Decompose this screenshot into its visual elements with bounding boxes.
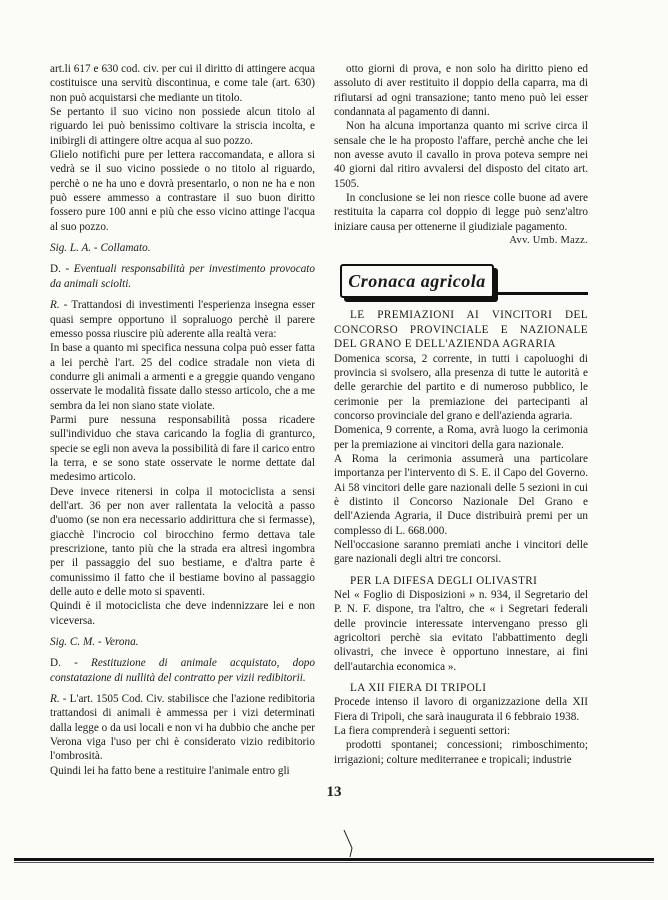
correspondent-heading: Sig. C. M. - Verona. [50,636,139,649]
question [50,656,315,685]
paragraph: Quindi è il motociclista che deve indennizzare lei e non viceversa. [50,600,315,627]
paragraph: Deve invece ritenersi in colpa il motociclista a sensi dell'art. 36 per non aver rallentata la velocità a passo d'uomo (se non era necessario addirittura che si fermasse), giacchè l'incrocio col birocchino fermo dettava tale prescrizione, tanto più che la strada era altresì ingombra per il passaggio del suo bestiame, e d'altra parte è comunissimo il fatto che il bestiame bovino al passaggio delle auto e delle moto si spaventi. [50,485,315,599]
left-column [50,62,315,778]
bottom-rule-thin [14,862,654,863]
paragraph: Glielo notifichi pure per lettera raccomandata, e allora si vedrà se il suo vicino possiede o no titolo al riguardo, perchè o ne ha uno e dovrà presentarlo, o non ne ha e non può essere ammesso a contrastare il suo buon diritto fossero pure 100 anni e più che esso vicino attinge l'acqua al suo pozzo. [50,149,315,233]
decorative-mark-icon [342,830,362,858]
article-heading: LE PREMIAZIONI AI VINCITORI DEL CONCORSO PROVINCIALE E NAZIONALE DEL GRANO E DELL'AZIENDA AGRARIA [334,309,588,351]
paragraph: Se pertanto il suo vicino non possiede alcun titolo al riguardo lei può benissimo coltivare la striscia incolta, e inibirgli di attingere oltre acqua al suo pozzo. [50,106,315,147]
paragraph: In conclusione se lei non riesce colle buone ad avere restituita la caparra col doppio di legge può senz'altro iniziare causa per ottenerne il giudiziale pagamento. [334,192,588,233]
question [50,262,315,291]
right-column [334,62,588,767]
paragraph: Parmi pure nessuna responsabilità possa ricadere sull'individuo che stava caricando la foglia di granturco, specie se egli non aveva la possibilità di fare il carico entro la terra, e se sono state osservate le norme dettate dal medesimo articolo. [50,413,315,484]
paragraph: otto giorni di prova, e non solo ha diritto pieno ed assoluto di aver restituito il doppio della caparra, ma di rifiutarsi ad ogni transazione; tanto meno può lei esser condannata al pagamento di danni. [334,63,588,119]
question-text: Restituzione di animale acquistato, dopo constatazione di nullità del contratto per vizii redibitorii. [50,657,315,684]
bottom-rule [14,858,654,861]
article-heading: PER LA DIFESA DEGLI OLIVASTRI [350,574,538,587]
paragraph: Domenica scorsa, 2 corrente, in tutti i capoluoghi di provincia si svolsero, alla presenza di tutte le autorità e delle gerarchie del partito e di numeroso pubblico, le cerimonie per la premiazione dei partecipanti al concorso provinciale del grano e dell'azienda agraria. [334,352,588,422]
paragraph: art.li 617 e 630 cod. civ. per cui il diritto di attingere acqua costituisce una servitù discontinua, e come tale (art. 630) non può acquistarsi che mediante un titolo. [50,63,315,104]
answer [50,692,315,764]
section-title: Cronaca agricola [340,264,494,298]
answer [50,298,315,341]
section-banner [336,264,588,298]
correspondent-heading: Sig. L. A. - Collamato. [50,242,151,255]
paragraph: In base a quanto mi specifica nessuna colpa può esser fatta a lei perchè l'art. 25 del codice stradale non vieta di condurre gli animali a armenti e a greggie quando vengano osservate le modalità fissate dallo stesso articolo, che a me sembra da lei non siano state violate. [50,342,315,412]
article-heading: LA XII FIERA DI TRIPOLI [350,682,487,695]
paragraph: La fiera comprenderà i seguenti settori: [334,725,511,738]
answer-prefix: R. - [50,299,72,312]
paragraph: Nel « Foglio di Disposizioni » n. 934, il Segretario del P. N. F. dispone, tra l'altro, che « i Segretari federali delle provincie interessate intervengano presso gli agricoltori perchè sia evitato l'abbattimento degli olivastri, che invece è opportuno innestare, ai fini dell'autarchia economica ». [334,589,588,673]
question-prefix: D. - [50,263,74,276]
paragraph: Quindi lei ha fatto bene a restituire l'animale entro gli [50,764,290,777]
page-number: 13 [326,784,342,800]
answer-text: L'art. 1505 Cod. Civ. stabilisce che l'azione redibitoria trattandosi di animali è ammessa per i vizi determinati dalla legge o da usi locali e non vi ha dubbio che anche per Verona viga l'uso per chi è considerato vizio redibitorio l'ombrosità. [50,693,315,763]
answer-prefix: R. - [50,693,70,706]
paragraph: Procede intenso il lavoro di organizzazione della XII Fiera di Tripoli, che sarà inaugurata il 6 febbraio 1938. [334,696,588,723]
paragraph: Domenica, 9 corrente, a Roma, avrà luogo la cerimonia per la premiazione ai vincitori della gara nazionale. [334,424,588,451]
author-signature: Avv. Umb. Mazz. [509,235,588,247]
paragraph: Non ha alcuna importanza quanto mi scrive circa il sensale che le ha proposto l'affare, perchè anche che lei non avesse avuto il cavallo in prova poteva sempre nei 40 giorni dal ritiro avvalersi del disposto del citato art. 1505. [334,120,588,190]
paragraph: Nell'occasione saranno premiati anche i vincitori delle gare nazionali degli altri tre concorsi. [334,538,588,566]
paragraph: prodotti spontanei; concessioni; rimboschimento; irrigazioni; colture mediterranee e tropicali; industrie [334,739,588,766]
question-text: Eventuali responsabilità per investimento provocato da animali sciolti. [50,263,315,290]
answer-text: Trattandosi di investimenti l'esperienza insegna esser quasi sempre opportuno il sopraluogo perchè il parere emesso possa riuscire più aderente alla realtà vera: [50,299,315,340]
paragraph: A Roma la cerimonia assumerà una particolare importanza per l'intervento di S. E. il Capo del Governo. Ai 58 vincitori delle gare nazionali delle 5 sezioni in cui è distinto il Concorso Nazionale Del Grano e dell'Azienda Agraria, il Duce distribuirà premi per un complesso di L. 668.000. [334,452,588,537]
question-prefix: D. - [50,657,91,670]
section-rule [498,292,588,295]
